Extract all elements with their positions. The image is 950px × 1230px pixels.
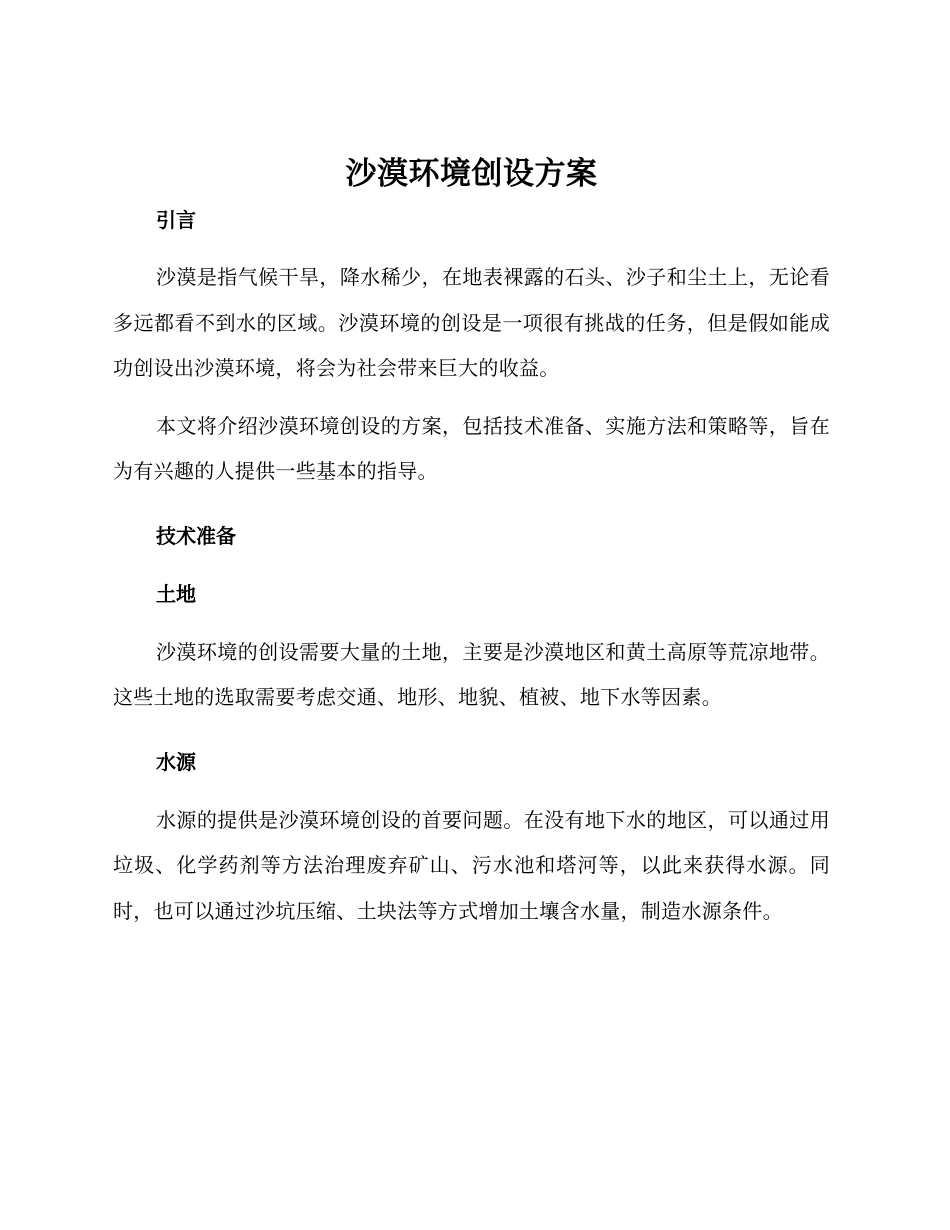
paragraph-intro-2: 本文将介绍沙漠环境创设的方案，包括技术准备、实施方法和策略等，旨在为有兴趣的人提供一些基本的指导。 [113, 413, 830, 483]
paragraph-land: 沙漠环境的创设需要大量的土地，主要是沙漠地区和黄土高原等荒凉地带。这些土地的选取需要考虑交通、地形、地貌、植被、地下水等因素。 [113, 639, 830, 709]
paragraph-water: 水源的提供是沙漠环境创设的首要问题。在没有地下水的地区，可以通过用垃圾、化学药剂等方法治理废弃矿山、污水池和塔河等，以此来获得水源。同时，也可以通过沙坑压缩、土块法等方式增加土壤含水量，制造水源条件。 [113, 807, 830, 923]
heading-land: 土地 [156, 581, 196, 606]
heading-water: 水源 [156, 749, 196, 774]
heading-tech-prep: 技术准备 [156, 523, 236, 548]
heading-intro: 引言 [156, 208, 196, 232]
document-title: 沙漠环境创设方案 [345, 156, 598, 192]
paragraph-intro-1: 沙漠是指气候干旱，降水稀少，在地表裸露的石头、沙子和尘土上，无论看多远都看不到水的区域。沙漠环境的创设是一项很有挑战的任务，但是假如能成功创设出沙漠环境，将会为社会带来巨大的收益。 [113, 265, 830, 380]
document-page [113, 148, 830, 934]
